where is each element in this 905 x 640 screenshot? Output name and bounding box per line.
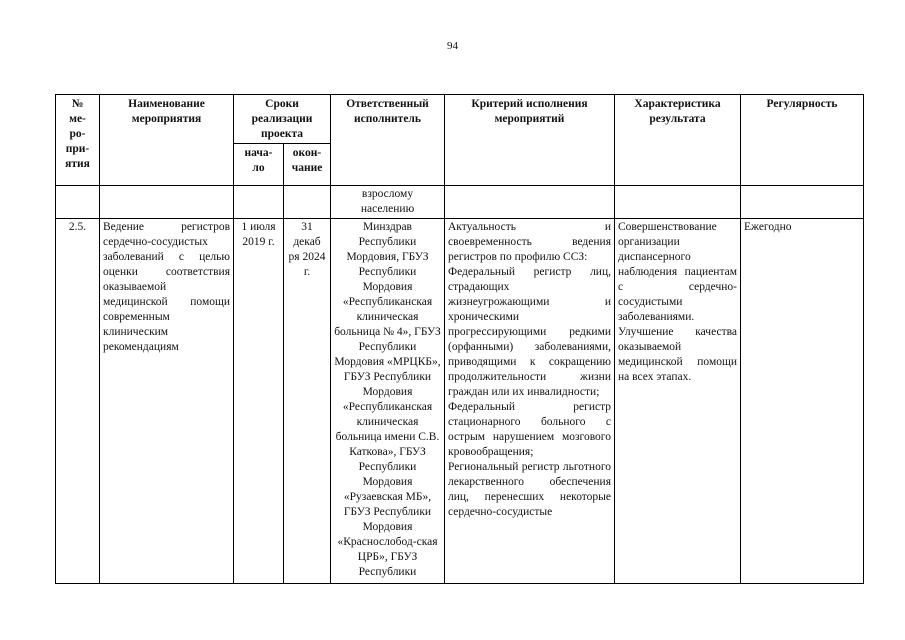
cell-empty: [741, 186, 864, 219]
cell-empty: [284, 186, 331, 219]
cell-empty: [56, 186, 100, 219]
header-result: Характеристика результата: [615, 95, 741, 186]
cell-empty: [615, 186, 741, 219]
cell-empty: [234, 186, 284, 219]
cell-result: Совершенствование организации диспансерного наблюдения пациентам с сердечно-сосудистыми заболеваниями. Улучшение качества оказываемой медицинской помощи на всех этапах.: [615, 219, 741, 584]
cell-number: 2.5.: [56, 219, 100, 584]
cell-start-date: 1 июля 2019 г.: [234, 219, 284, 584]
cell-criteria: Актуальность и своевременность ведения регистров по профилю ССЗ: Федеральный регистр лиц, страдающих жизнеугрожающими и хроническими прогрессирующими редкими (орфанными) заболеваниями, приводящими к сокращению продолжительности жизни граждан или их инвалидности; Федеральный регистр стационарного больного с острым нарушением мозгового кровообращения; Региональный регистр льготного лекарственного обеспечения лиц, перенесших некоторые сердечно-сосудистые: [445, 219, 615, 584]
cell-regularity: Ежегодно: [741, 219, 864, 584]
header-end: окон- чание: [284, 144, 331, 186]
cell-executor: Минздрав Республики Мордовия, ГБУЗ Республики Мордовия «Республиканская клиническая больница № 4», ГБУЗ Республики Мордовия «МРЦКБ», ГБУЗ Республики Мордовия «Республиканская клиническая больница имени С.В. Каткова», ГБУЗ Республики Мордовия «Рузаевская МБ», ГБУЗ Республики Мордовия «Краснослобод-ская ЦРБ», ГБУЗ Республики: [331, 219, 445, 584]
activities-table: [55, 94, 864, 584]
cell-empty: [100, 186, 234, 219]
cell-empty: [445, 186, 615, 219]
header-number: № ме- ро- при- ятия: [56, 95, 100, 186]
header-start: нача- ло: [234, 144, 284, 186]
cell-end-date: 31 декаб ря 2024 г.: [284, 219, 331, 584]
header-activity-name: Наименование мероприятия: [100, 95, 234, 186]
header-executor: Ответственный исполнитель: [331, 95, 445, 186]
header-row: [56, 95, 864, 144]
header-regularity: Регулярность: [741, 95, 864, 186]
header-terms: Сроки реализации проекта: [234, 95, 331, 144]
cell-executor-continued: взрослому населению: [331, 186, 445, 219]
header-criteria: Критерий исполнения мероприятий: [445, 95, 615, 186]
table-row-continuation: [56, 186, 864, 219]
table-row: [56, 219, 864, 584]
cell-activity-name: Ведение регистров сердечно-сосудистых заболеваний с целью оценки соответствия оказываемой медицинской помощи современным клиническим рекомендациям: [100, 219, 234, 584]
page-number: 94: [447, 40, 458, 52]
